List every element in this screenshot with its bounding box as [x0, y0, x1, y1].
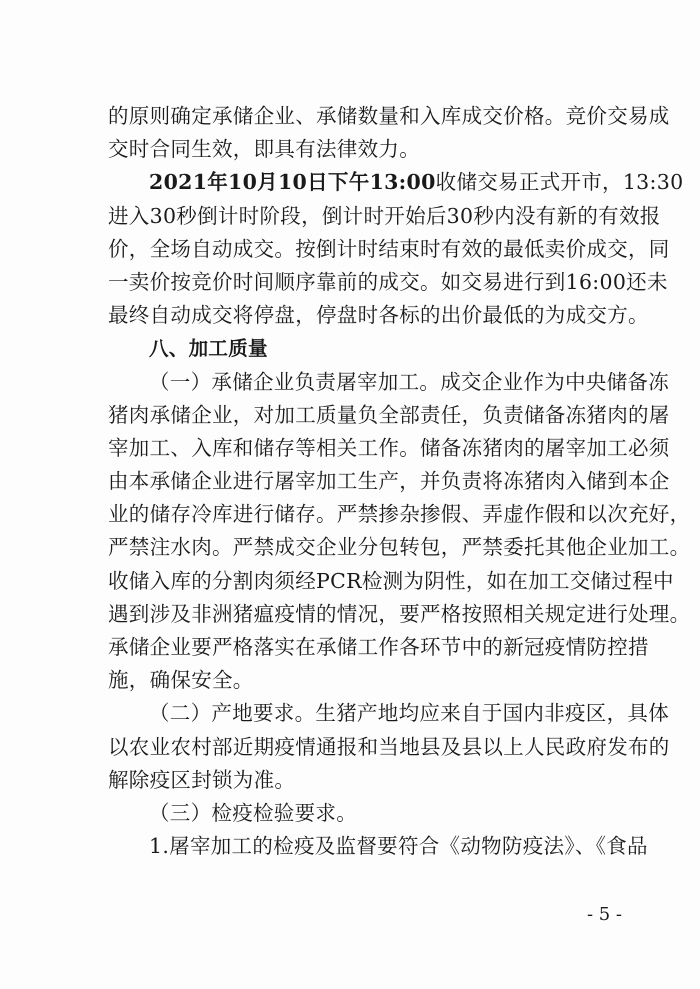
text-line: 收储入库的分割肉须经PCR检测为阴性，如在加工交储过程中 [108, 568, 674, 593]
text-line: 以农业农村部近期疫情通报和当地县及县以上人民政府发布的 [108, 734, 670, 759]
date-time-bold: 2021年10月10日下午13:00 [149, 170, 436, 195]
text-line: 猪肉承储企业，对加工质量负全部责任，负责储备冻猪肉的屠 [108, 402, 670, 427]
text-span: 收储交易正式开市，13:30 [435, 170, 684, 195]
text-line: 进入30秒倒计时阶段，倒计时开始后30秒内没有新的有效报 [108, 203, 661, 228]
text-line: 遇到涉及非洲猪瘟疫情的情况，要严格按照相关规定进行处理。 [108, 601, 691, 626]
text-line: 的原则确定承储企业、承储数量和入库成交价格。竞价交易成 [108, 104, 670, 128]
text-line: （三）检疫检验要求。 [149, 800, 357, 825]
text-line: 1.屠宰加工的检疫及监督要符合《动物防疫法》、《食品 [149, 834, 648, 859]
text-line: 由本承储企业进行屠宰加工生产，并负责将冻猪肉入储到本企 [108, 469, 670, 494]
text-line: 业的储存冷库进行储存。严禁掺杂掺假、弄虚作假和以次充好， [108, 502, 691, 527]
text-line: 交时合同生效，即具有法律效力。 [108, 137, 420, 162]
text-line: 承储企业要严格落实在承储工作各环节中的新冠疫情防控措 [108, 635, 649, 659]
text-line: 价，全场自动成交。按倒计时结束时有效的最低卖价成交，同 [108, 236, 670, 261]
text-line: 施，确保安全。 [108, 668, 254, 693]
text-line: （一）承储企业负责屠宰加工。成交企业作为中央储备冻 [149, 369, 669, 394]
text-line: 最终自动成交将停盘，停盘时各标的出价最低的为成交方。 [108, 303, 649, 328]
text-line: （二）产地要求。生猪产地均应来自于国内非疫区，具体 [149, 701, 669, 726]
section-heading: 八、加工质量 [149, 337, 268, 361]
text-line: 宰加工、入库和储存等相关工作。储备冻猪肉的屠宰加工必须 [108, 435, 670, 460]
text-line [108, 166, 684, 199]
text-line: 解除疫区封锁为准。 [108, 767, 296, 792]
document-body [108, 100, 691, 863]
text-line: 严禁注水肉。严禁成交企业分包转包，严禁委托其他企业加工。 [108, 535, 691, 560]
text-line: 一卖价按竞价时间顺序靠前的成交。如交易进行到16:00还未 [108, 269, 668, 294]
page-number: - 5 - [586, 904, 622, 925]
